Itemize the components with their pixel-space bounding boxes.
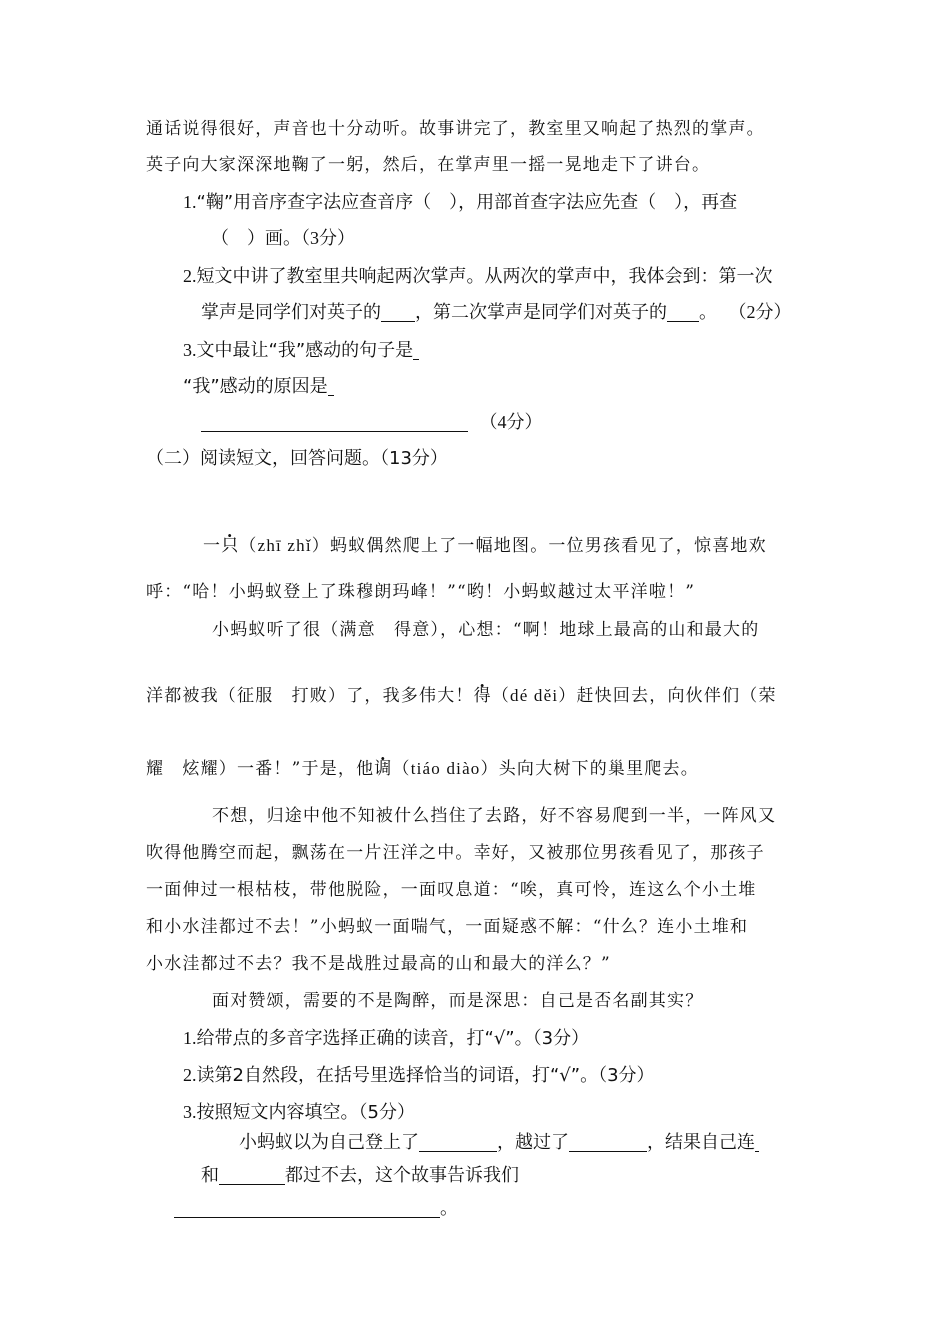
passage-line: 不想，归途中他不知被什么挡住了去路，好不容易爬到一半，一阵风又 bbox=[212, 806, 777, 826]
answer-blank[interactable] bbox=[219, 1166, 285, 1185]
question-number: 3. bbox=[183, 340, 197, 360]
question-number: 1. bbox=[183, 1028, 197, 1048]
passage-line: 小蚂蚁听了很（满意 得意），心想：“啊！地球上最高的山和最大的 bbox=[212, 620, 760, 640]
question-text: ，结果自己连 bbox=[647, 1132, 755, 1153]
dotted-character: 只 bbox=[221, 536, 240, 556]
question-number: 3. bbox=[183, 1102, 197, 1122]
answer-blank[interactable] bbox=[755, 1133, 759, 1152]
question-1 bbox=[183, 193, 737, 212]
text: 洋都被我（征服 打败）了，我多伟大！ bbox=[146, 686, 474, 706]
score-label: （4分） bbox=[479, 412, 543, 432]
passage-line: 呼：“哈！小蚂蚁登上了珠穆朗玛峰！”“哟！小蚂蚁越过太平洋啦！” bbox=[146, 582, 696, 602]
passage-line: 和小水洼都过不去！”小蚂蚁一面喘气，一面疑惑不解：“什么？连小土堆和 bbox=[146, 917, 749, 937]
question-1 bbox=[183, 1029, 589, 1048]
question-text: 都过不去，这个故事告诉我们 bbox=[285, 1165, 519, 1186]
answer-blank[interactable] bbox=[413, 341, 419, 360]
dotted-character: 调 bbox=[374, 759, 393, 779]
fill-blank-line bbox=[174, 1199, 458, 1218]
question-text: ，第二次掌声是同学们对英子的 bbox=[415, 302, 667, 323]
question-2-cont bbox=[201, 303, 791, 322]
question-text: 掌声是同学们对英子的 bbox=[201, 302, 381, 323]
answer-blank[interactable] bbox=[174, 1199, 440, 1218]
passage-line: 面对赞颂，需要的不是陶醉，而是深思：自己是否名副其实？ bbox=[212, 991, 704, 1011]
question-text: 文中最让“我”感动的句子是 bbox=[196, 340, 414, 361]
question-text: 给带点的多音字选择正确的读音，打“√”。（3分） bbox=[196, 1028, 590, 1049]
question-text: 和 bbox=[201, 1165, 219, 1186]
passage-line: 英子向大家深深地鞠了一躬，然后，在掌声里一摇一晃地走下了讲台。 bbox=[146, 155, 711, 175]
question-2 bbox=[183, 267, 773, 286]
question-3 bbox=[183, 341, 419, 360]
text: 赶快回去，向伙伴们（荣 bbox=[576, 686, 777, 706]
question-2 bbox=[183, 1066, 655, 1085]
passage-line bbox=[146, 760, 699, 778]
answer-blank[interactable] bbox=[328, 377, 334, 396]
passage-line: 一面伸过一根枯枝，带他脱险，一面叹息道：“唉，真可怜，连这么个小土堆 bbox=[146, 880, 757, 900]
passage-line: 吹得他腾空而起，飘荡在一片汪洋之中。幸好，又被那位男孩看见了，那孩子 bbox=[146, 843, 765, 863]
text: 头向大树下的巢里爬去。 bbox=[498, 759, 699, 779]
question-text: ，越过了 bbox=[497, 1132, 569, 1153]
pinyin-options: （tiáo diào） bbox=[392, 759, 499, 778]
question-number: 1. bbox=[183, 192, 197, 212]
pinyin-options: （dé děi） bbox=[491, 686, 577, 705]
score-label: （2分） bbox=[728, 302, 792, 322]
answer-blank[interactable] bbox=[381, 303, 415, 322]
question-text: （ ）画。 bbox=[211, 228, 301, 249]
answer-blank[interactable] bbox=[419, 1133, 497, 1152]
question-text: “鞠”用音序查字法应查音序（ ），用部首查字法应先查（ ），再查 bbox=[196, 192, 738, 213]
fill-blank-line bbox=[201, 1166, 519, 1185]
section-heading: （二）阅读短文，回答问题。（13分） bbox=[146, 448, 448, 469]
question-text: 小蚂蚁以为自己登上了 bbox=[239, 1132, 419, 1153]
passage-line: 小水洼都过不去？我不是战胜过最高的山和最大的洋么？” bbox=[146, 954, 611, 974]
pinyin-options: （zhī zhǐ） bbox=[239, 536, 330, 555]
question-text: 。 bbox=[440, 1198, 458, 1219]
passage-line bbox=[203, 537, 767, 555]
question-text: 读第2自然段，在括号里选择恰当的词语，打“√”。（3分） bbox=[196, 1065, 655, 1086]
text: 蚂蚁偶然爬上了一幅地图。一位男孩看见了，惊喜地欢 bbox=[330, 536, 767, 556]
question-1-cont bbox=[211, 229, 355, 248]
passage-line bbox=[146, 687, 777, 705]
question-text: 按照短文内容填空。（5分） bbox=[196, 1102, 415, 1123]
answer-blank[interactable] bbox=[667, 303, 699, 322]
answer-blank[interactable] bbox=[569, 1133, 647, 1152]
fill-blank-line bbox=[239, 1133, 759, 1152]
text: 一 bbox=[203, 536, 222, 556]
question-3 bbox=[183, 1103, 415, 1122]
question-3-reason bbox=[183, 377, 334, 396]
question-text: “我”感动的原因是 bbox=[183, 376, 328, 397]
score-label: （3分） bbox=[301, 228, 355, 248]
question-text: 短文中讲了教室里共响起两次掌声。从两次的掌声中，我体会到：第一次 bbox=[196, 266, 773, 287]
answer-blank[interactable] bbox=[201, 413, 468, 432]
question-number: 2. bbox=[183, 1065, 197, 1085]
question-3-answer-line bbox=[201, 413, 542, 432]
passage-line: 通话说得很好，声音也十分动听。故事讲完了，教室里又响起了热烈的掌声。 bbox=[146, 119, 765, 139]
dotted-character: 得 bbox=[473, 686, 492, 706]
question-number: 2. bbox=[183, 266, 197, 286]
question-text: 。 bbox=[699, 302, 717, 323]
text: 耀 炫耀）一番！”于是，他 bbox=[146, 759, 375, 779]
